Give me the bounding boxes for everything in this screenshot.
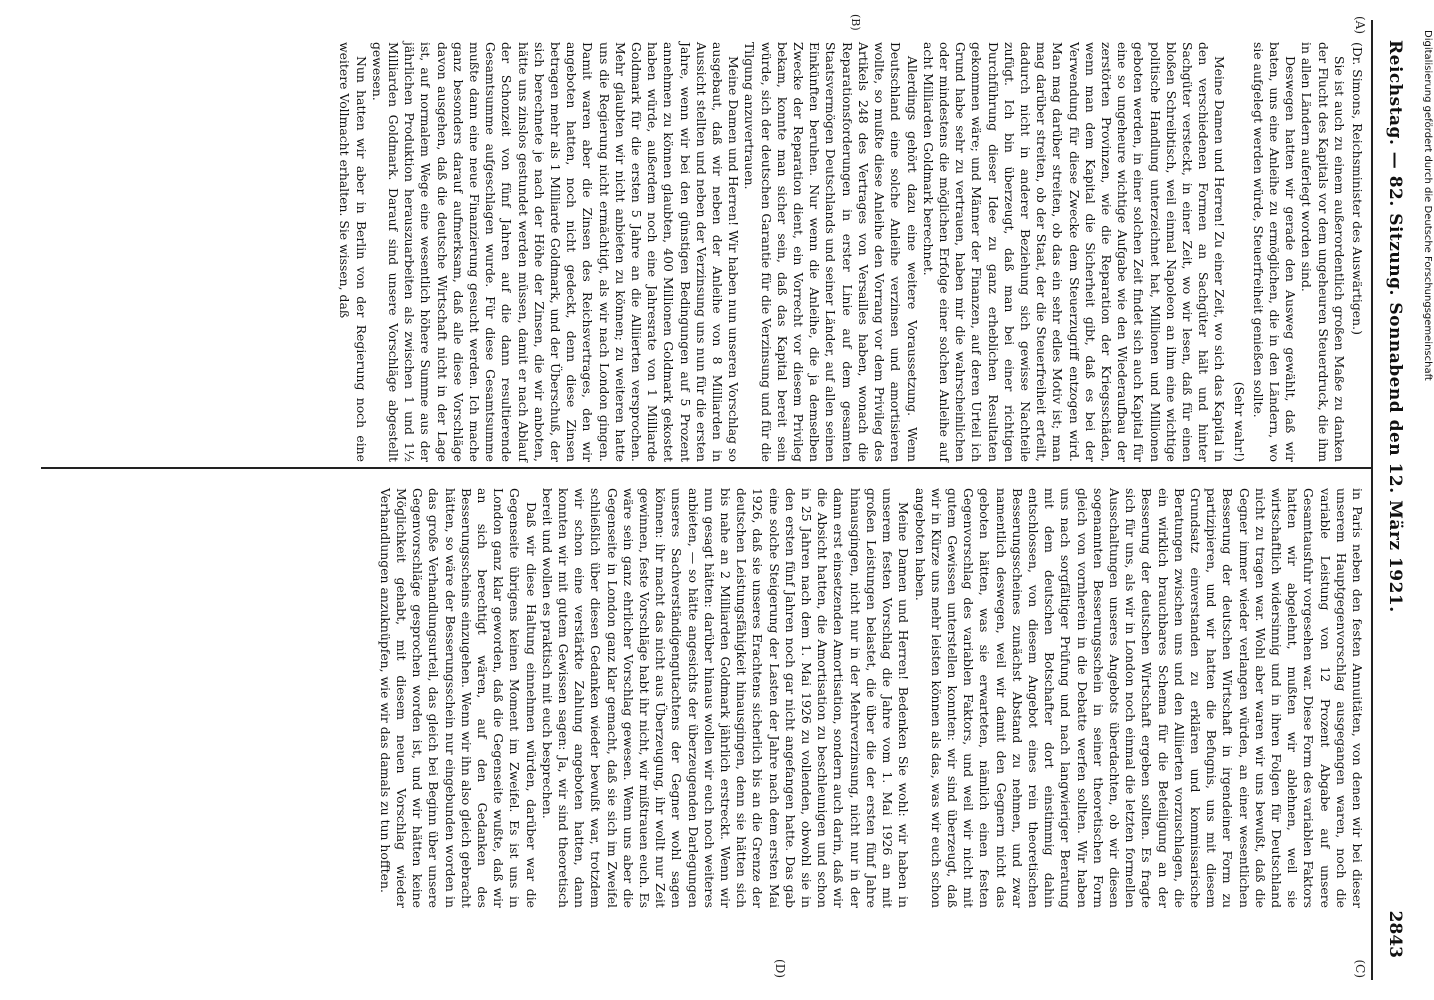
document-page — [27, 14, 1433, 980]
margin-mark-c: (C) — [1353, 959, 1367, 978]
paragraph: Sie ist auch zu einem außerordentlich großen Maße zu danken der Flucht des Kapitals vor dem ungeheuren Steuerdruck, die ihm in allen Ländern auferlegt worden sind. — [1299, 42, 1347, 462]
paragraph: Daß wir diese Haltung einnehmen würden, darüber war die Gegenseite übrigens keinen Moment im Zweifel. Es ist uns in London ganz klar geworden, daß die Gegenseite wußte, daß wir an sich berechtigt wären, auf den Gedanken des Besserungsscheins einzugehen. Wenn wir ihn also gleich gebracht hätten, so wäre der Besserungsschein nur eingebunden worden in das große Verhandlungsurteil, das gleich bei Beginn über unsere Gegenvorschläge gesprochen worden ist, und wir hätten keine Möglichkeit gehabt, mit diesem neuen Vorschlag wieder Verhandlungen anzuknüpfen, wie wir das damals zu tun hofften. — [377, 488, 539, 908]
paragraph: Allerdings gehört dazu eine weitere Voraussetzung. Wenn Deutschland eine solche Anleihe verzinsen und amortisieren wollte, so mußte diese Anleihe den Vorrang vor dem Privileg des Artikels 248 des Vertrages von Versailles haben, wonach die Reparationsforderungen in erster Linie auf dem gesamten Staatsvermögen Deutschlands und seiner Länder, auf allen seinen Einkünften beruhen. Nur wenn die Anleihe, die ja demselben Zwecke der Reparation dient, ein Vorrecht vor diesem Privileg bekam, konnte man sicher sein, daß das Kapital bereit sein würde, sich der deutschen Garantie für die Verzinsung und für die Tilgung anzuvertrauen. — [742, 42, 920, 462]
margin-mark-a: (A) — [1353, 16, 1367, 35]
column-divider — [41, 467, 1371, 469]
interjection: (Sehr wahr!) — [1231, 381, 1247, 462]
right-column — [377, 488, 1365, 908]
footer-credit: Digitalisierung gefördert durch die Deutsche Forschungsgemeinschaft — [1422, 30, 1433, 381]
page-number: 2843 — [1385, 910, 1405, 958]
margin-mark-b: (B) — [849, 14, 862, 31]
paragraph: Meine Damen und Herren! Bedenken Sie wohl: wir haben in unserem festen Vorschlag die Jahre vom 1. Mai 1926 an mit großen Leistungen belastet, die über die der ersten fünf Jahre hinausgingen, nicht nur in der Mehrverzinsung, nicht nur in der dann erst einsetzenden Amortisation, sondern auch darin, daß wir die Absicht hatten, die Amortisation zu beschleunigen und schon in 25 Jahren nach dem 1. Mai 1926 zu vollenden, obwohl sie in den ersten fünf Jahren noch gar nicht angefangen hatte. Das gab eine solche Steigerung der Lasten der Jahre nach dem ersten Mai 1926, daß sie unseres Erachtens sicherlich bis an die Grenze der deutschen Leistungsfähigkeit hinausgingen, denn sie hätten sich bis nahe an 2 Milliarden Goldmark jährlich erstreckt. Wenn wir nun gesagt hätten: darüber hinaus wollen wir euch noch weiteres anbieten, — so hätte angesichts der überzeugenden Darlegungen unseres Sachverständigengutachtens der Gegner wohl sagen können: ihr macht das nicht aus Überzeugung, ihr wollt nur Zeit gewinnen, feste Vorschläge habt ihr nicht, wir mißtrauen euch. Es wäre sein ganz ehrlicher Vorschlag gewesen. Wenn uns aber die Gegenseite in London ganz klar gemacht, daß sie sich im Zweifel schließlich über diesen Gedanken wieder bewußt war, trotzdem wir schon eine verstärkte Zahlung angeboten hatten, dann konnten wir mit gutem Gewissen sagen: Ja, wir sind theoretisch bereit und wollen es praktisch mit euch besprechen. — [539, 488, 912, 908]
left-column — [336, 42, 1365, 462]
speaker-line: (Dr. Simons, Reichsminister des Auswärtigen.) — [1350, 42, 1365, 335]
paragraph: in Paris neben den festen Annuitäten, von denen wir bei dieser unserem Hauptgegenvorschlag ausgegangen waren, noch die variable Leistung von 12 Prozent Abgabe auf unsere Gesamtausfuhr vorgesehen war. Diese Form des variablen Faktors hatten wir abgelehnt, mußten wir ablehnen, weil sie wirtschaftlich widersinnig und in ihren Folgen für Deutschland nicht zu tragen war. Wohl aber waren wir uns bewußt, daß die Gegner immer wieder verlangen würden, an einer wesentlichen Besserung der deutschen Wirtschaft in irgendeiner Form zu partizipieren, und wir hatten die Befugnis, uns mit diesem Grundsatz einverstanden zu erklären und kommissarische Beratungen zwischen uns und den Alliierten vorzuschlagen, die ein wirklich brauchbares Schema für die Beteiligung an der Besserung der deutschen Wirtschaft ergeben sollten. Es fragte sich für uns, als wir in London noch einmal die letzten formellen Ausschaltungen unseres Angebots überdachten, ob wir diesen sogenannten Besserungsschein in seiner theoretischen Form gleich von vornherein in die Debatte werfen sollten. Wir haben uns nach sorgfältiger Prüfung und nach langwieriger Beratung mit dem deutschen Botschafter dort einstimmig dahin entschlossen, von diesem Angebot eines rein theoretischen Besserungsscheines zunächst Abstand zu nehmen, und zwar namentlich deswegen, weil wir damit den Gegnern nicht das geboten hätten, was sie erwarteten, nämlich einen festen Gegenvorschlag des variablen Faktors, und weil wir nicht mit gutem Gewissen unterstellen konnten: wir sind überzeugt, daß wir in Kürze uns mehr leisten können als das, was wir euch schon angeboten haben. — [912, 488, 1365, 908]
paragraph: Meine Damen und Herren! Zu einer Zeit, wo sich das Kapital in den verschiedenen Formen an Sachgüter hält und hinter Sachgüter versteckt, in einer Zeit, wo wir lesen, daß für einen bloßen Schreibtisch, weil einmal Napoleon an ihm eine wichtige politische Handlung unterzeichnet hat, Millionen und Millionen geboten werden, in einer solchen Zeit findet sich auch Kapital für eine so ungeheure wichtige Aufgabe wie den Wiederaufbau der zerstörten Provinzen, wie die Reparation der Kriegsschäden, wenn man dem Kapital die Sicherheit gibt, daß es bei der Verwendung für diese Zwecke dem Steuerzugriff entzogen wird. Man mag darüber streiten, ob das ein sehr edles Motiv ist; man mag darüber streiten, ob der Staat, der die Steuerfreiheit erteilt, dadurch nicht in anderer Beziehung sich gewisse Nachteile zufügt. Ich bin überzeugt, daß man bei einer richtigen Durchführung dieser Idee zu ganz erheblichen Resultaten gekommen wäre; und Männer der Finanzen, auf deren Urteil ich Grund habe sehr zu vertrauen, haben mir die wahrscheinlichen oder mindestens die möglichen Erfolge einer solchen Anleihe auf acht Milliarden Goldmark berechnet. — [920, 42, 1228, 462]
margin-mark-d: (D) — [773, 959, 787, 978]
header-title: Reichstag. — 82. Sitzung. Sonnabend den 12. März 1921. — [1385, 40, 1405, 613]
paragraph: Meine Damen und Herren! Wir haben nun unseren Vorschlag so ausgebaut, daß wir neben der Anleihe von 8 Milliarden in Aussicht stellten und neben der Verzinsung uns nun für die ersten Jahre, wenn wir bei den günstigen Bedingungen auf 5 Prozent annehmen zu können glaubten, 400 Millionen Goldmark gekostet haben würde, außerdem noch eine Jahresrate von 1 Milliarde Goldmark für die ersten 5 Jahre an die Alliierten versprochen. Mehr glaubten wir nicht anbieten zu können; zu weiteren hatte uns die Regierung nicht ermächtigt, als wir nach London gingen. Damit waren aber die Zinsen des Reichsvertrages, den wir angeboten hatten, noch nicht gedeckt, denn diese Zinsen betragen mehr als 1 Milliarde Goldmark, und der Überschuß, der sich berechnete je nach der Höhe der Zinsen, die wir anboten, hätte uns zinslos gestundet werden müssen, damit er nach Ablauf der Schonzeit von fünf Jahren auf die dann resultierende Gesamtsumme aufgeschlagen wurde. Für diese Gesamtsumme mußte dann eine neue Finanzierung gesucht werden. Ich mache ganz besonders darauf aufmerksam, daß alle diese Vorschläge davon ausgehen, daß die deutsche Wirtschaft nicht in der Lage ist, auf normalem Wege eine wesentlich höhere Summe aus der jährlichen Produktion herauszuarbeiten als zwischen 1 und 1½ Milliarden Goldmark. Darauf sind unsere Vorschläge abgestellt gewesen. — [369, 42, 742, 462]
page-header — [1371, 20, 1407, 980]
paragraph: Nun hatten wir aber in Berlin von der Regierung noch eine weitere Vollmacht erhalten. Sie wissen, daß — [337, 42, 369, 462]
paragraph: Deswegen hatten wir gerade den Ausweg gewählt, daß wir baten, uns eine Anleihe zu ermöglichen, die in den Ländern, wo sie aufgelegt werden würde, Steuerfreiheit genießen sollte. — [1250, 42, 1299, 462]
